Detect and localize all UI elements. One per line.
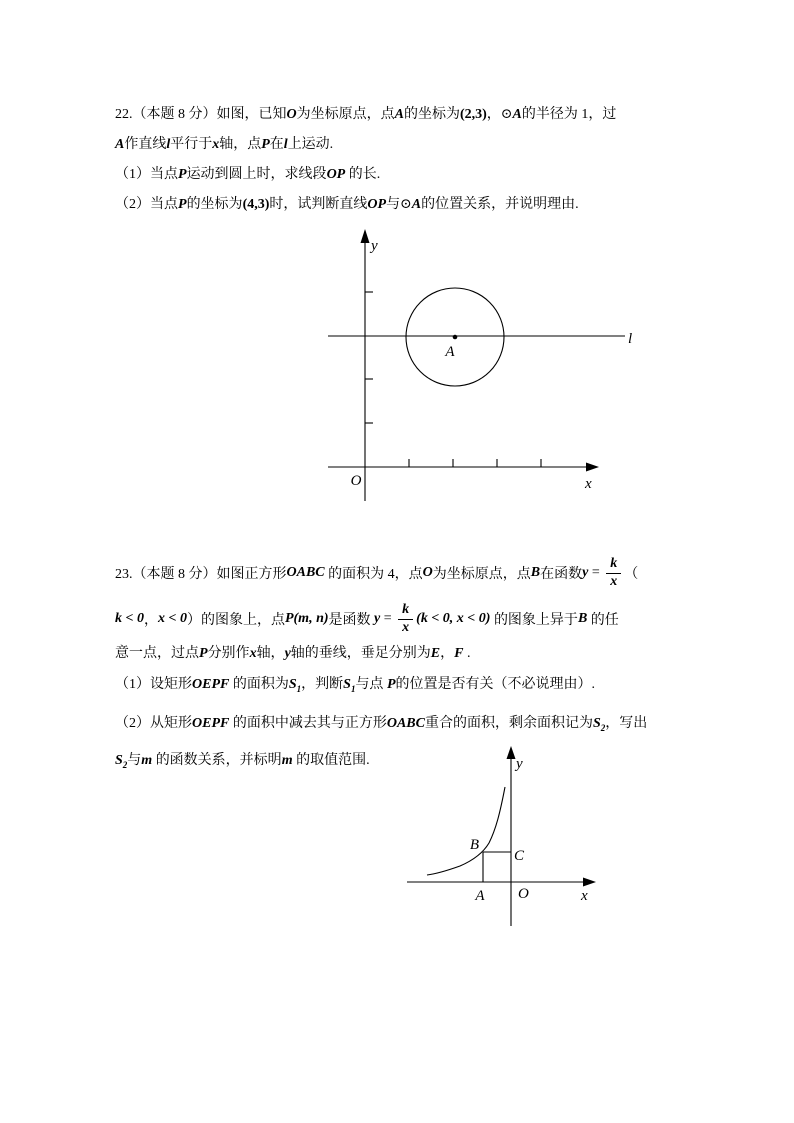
- problem-22-line-4: （2）当点P的坐标为(4,3)时，试判断直线OP与⊙A的位置关系，并说明理由.: [115, 197, 579, 212]
- problem-22-line-3: （1）当点P运动到圆上时，求线段OP 的长.: [115, 167, 381, 182]
- problem-23-line-2: k < 0 ， x < 0 ）的图象上，点 P(m, n) 是函数 y = $\frac{k}{x}$ (k < 0, x < 0) 的图象上异于 B 的任: [115, 602, 619, 635]
- fig23-y-axis-label: y: [516, 756, 523, 772]
- fig23-b-label: B: [469, 837, 479, 853]
- fig22-x-arrow: [586, 463, 599, 472]
- problem-22: [115, 100, 695, 220]
- fig23-c-label: C: [514, 848, 525, 864]
- fig22-line-l-label: l: [628, 331, 633, 347]
- fig23-origin-label: O: [518, 886, 529, 902]
- fig23-a-label: A: [475, 888, 485, 904]
- fig23-y-arrow: [507, 746, 516, 759]
- fig22-y-axis-label: y: [371, 238, 378, 254]
- figure-23-hyperbola: [393, 743, 608, 928]
- fig23-x-axis-label: x: [581, 888, 588, 904]
- problem-23-line-5: （2）从矩形OEPF 的面积中减去其与正方形OABC重合的面积，剩余面积记为$S_2$，写出: [115, 716, 648, 733]
- problem-23-line-1: 23.（本题 8 分）如图正方形 OABC 的面积为 4，点 O 为坐标原点，点 B 在函数 y = $\frac{k}{x}$ （: [115, 556, 639, 589]
- fig23-x-arrow: [583, 878, 596, 887]
- fig22-x-axis-label: x: [585, 476, 592, 492]
- problem-22-line-2: A作直线l平行于x轴，点P在l上运动.: [115, 137, 334, 152]
- problem-23-line-3: 意一点，过点P分别作x轴，y轴的垂线，垂足分别为E，F .: [115, 646, 471, 661]
- figure-22-coordinate-plane: [298, 225, 643, 510]
- fig23-hyperbola-curve: [427, 787, 505, 875]
- fig22-center-label: A: [445, 344, 455, 360]
- fig22-origin-label: O: [350, 473, 362, 489]
- fig22-y-arrow: [361, 229, 370, 243]
- problem-23: [115, 550, 700, 773]
- problem-23-line-4: （1）设矩形OEPF 的面积为$S_1$，判断$S_1$与点 P的位置是否有关（不必说理由）.: [115, 677, 595, 694]
- problem-22-line-1: 22.（本题 8 分）如图，已知O为坐标原点，点A的坐标为(2,3)，⊙A的半径为 1，过: [115, 107, 617, 122]
- fig22-center-point: [453, 335, 458, 340]
- problem-23-line-6: $S_2$与m 的函数关系，并标明m 的取值范围.: [115, 753, 370, 770]
